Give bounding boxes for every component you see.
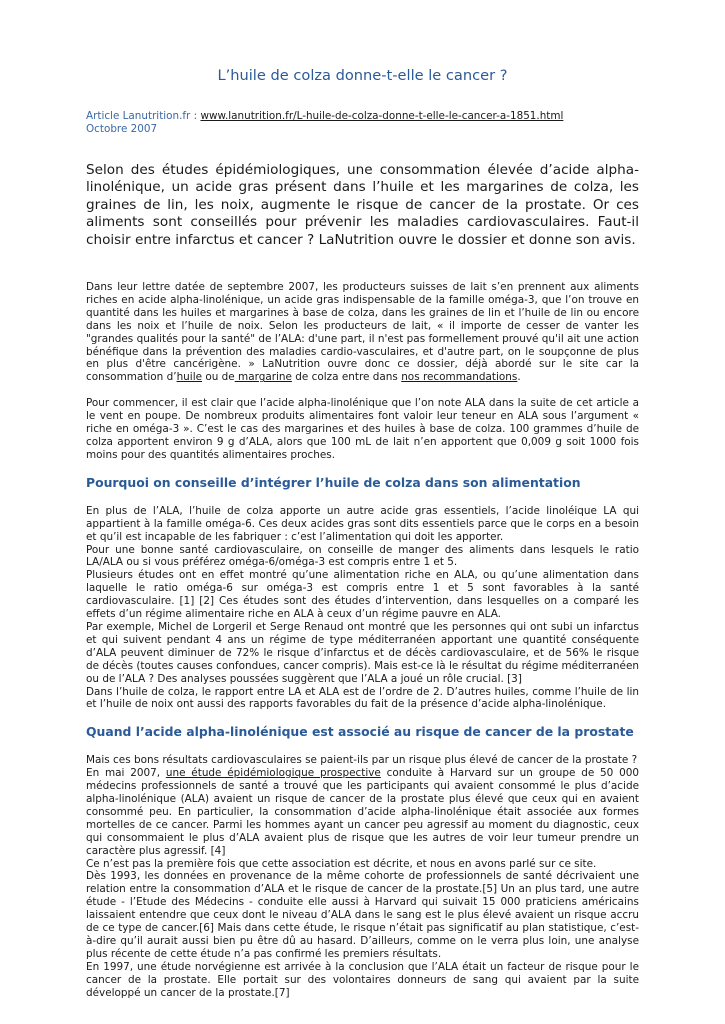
intro-text-c: de colza entre dans (291, 371, 402, 384)
recommandations-link[interactable]: nos recommandations (401, 371, 518, 384)
section1-p1: En plus de l’ALA, l’huile de colza apporte un autre acide gras essentiels, l’acide linoléique LA qui appartient à la famille oméga-6. Ces deux acides gras sont dits essentiels parce que le corps en a besoin et qu’il est incapable de les fabriquer : c’est l’alimentation qui doit les apporter. (86, 504, 639, 543)
huile-link[interactable]: huile (176, 371, 203, 384)
article-source (86, 110, 639, 136)
source-label: Article Lanutrition.fr : (86, 110, 201, 122)
section2-p2-a: En mai 2007, (86, 767, 166, 780)
spacer (86, 711, 639, 724)
section2-p2-b: conduite à Harvard sur un groupe de 50 000 médecins professionnels de santé a trouvé que les participants qui avaient consommé le plus d’acide alpha-linolénique (ALA) avaient un risque de cancer de la prostate plus élevé que ceux qui en avaient consommé peu. En particulier, la consommation d’acide alpha-linolénique était associée aux formes mortelles de ce cancer. Parmi les hommes ayant un cancer peu agressif au moment du diagnostic, ceux qui consommaient le plus d’ALA avaient plus de risque que les autres de voir leur tumeur prendre un caractère plus agressif. [4] (86, 767, 639, 857)
section2-p5: En 1997, une étude norvégienne est arrivée à la conclusion que l’ALA était un facteur de risque pour le cancer de la prostate. Elle portait sur des volontaires donneurs de sang qui avaient par la suite développé un cancer de la prostate.[7] (86, 960, 639, 999)
section2-p1: Mais ces bons résultats cardiovasculaires se paient-ils par un risque plus élevé de cancer de la prostate ? (86, 754, 638, 767)
section-heading-pourquoi: Pourquoi on conseille d’intégrer l’huile de colza dans son alimentation (86, 474, 581, 490)
section-heading-quand: Quand l’acide alpha-linolénique est associé au risque de cancer de la prostate (86, 724, 634, 740)
intro-text-a: Dans leur lettre datée de septembre 2007, les producteurs suisses de lait s’en prennent aux aliments riches en acide alpha-linolénique, un acide gras indispensable de la famille oméga-3, que l’on trouve en quantité dans les huiles et margarines à base de colza, dans les graines de lin et l’huile de lin ou encore dans les noix et l’huile de noix. Selon les producteurs de lait, « il importe de cesser de vanter les "grandes qualités pour la santé" de l’ALA: d'une part, il n'est pas formellement prouvé qu'il ait une action bénéfique dans la prévention des maladies cardio-vasculaires, et d'autre part, on le soupçonne de plus en plus d'être cancérigène. » LaNutrition ouvre donc ce dossier, déjà abordé sur le site car la consommation d’ (86, 281, 639, 384)
intro-text-d: . (517, 371, 521, 384)
document-title: L’huile de colza donne-t-elle le cancer ? (217, 67, 508, 84)
section1-p4: Par exemple, Michel de Lorgeril et Serge Renaud ont montré que les personnes qui ont subi un infarctus et qui suivent pendant 4 ans un régime de type méditerranéen apportant une quantité conséquente d’ALA peuvent diminuer de 72% le risque d’infarctus et de décès cardiovasculaire, et de 56% le risque de décès (toutes causes confondues, cancer compris). Mais est-ce là le résultat du régime méditerranéen ou de l’ALA ? Des analyses poussées suggèrent que l’ALA a joué un rôle crucial. [3] (86, 620, 639, 685)
lead-paragraph: Selon des études épidémiologiques, une consommation élevée d’acide alpha-linolénique, un acide gras présent dans l’huile et les margarines de colza, les graines de lin, les noix, augmente le risque de cancer de la prostate. Or ces aliments sont conseillés pour prévenir les maladies cardiovasculaires. Faut-il choisir entre infarctus et cancer ? LaNutrition ouvre le dossier et donne son avis. (86, 162, 639, 248)
section1-p5: Dans l’huile de colza, le rapport entre LA et ALA est de l’ordre de 2. D’autres huiles, comme l’huile de lin et l’huile de noix ont aussi des rapports favorables du fait de la présence d’acide alpha-linolénique. (86, 685, 639, 711)
margarine-link[interactable]: margarine (234, 371, 292, 384)
ala-paragraph: Pour commencer, il est clair que l’acide alpha-linolénique que l’on note ALA dans la suite de cet article a le vent en poupe. De nombreux produits alimentaires font valoir leur teneur en ALA sous l’argument « riche en oméga-3 ». C’est le cas des margarines et des huiles à base de colza. 100 grammes d’huile de colza apportent environ 9 g d’ALA, alors que 100 mL de lait n’en apportent que 0,009 g soit 1000 fois moins pour des quantités alimentaires proches. (86, 397, 639, 461)
intro-text-b: ou de (202, 371, 235, 384)
spacer (86, 462, 639, 475)
section2-p3: Ce n’est pas la première fois que cette association est décrite, et nous en avons parlé sur ce site. (86, 857, 597, 870)
source-url-link[interactable]: www.lanutrition.fr/L-huile-de-colza-donne-t-elle-le-cancer-a-1851.html (200, 110, 564, 122)
section1-p3: Plusieurs études ont en effet montré qu’une alimentation riche en ALA, ou qu’une alimentation dans laquelle le ratio oméga-6 sur oméga-3 est compris entre 1 et 5 sont favorables à la santé cardiovasculaire. [1] [2] Ces études sont des études d’intervention, dans lesquelles on a comparé les effets d’un régime alimentaire riche en ALA à ceux d’un régime pauvre en ALA. (86, 569, 639, 621)
source-line (86, 110, 639, 123)
intro-paragraph (86, 281, 639, 384)
section2-p2 (86, 767, 639, 857)
section1-p2: Pour une bonne santé cardiovasculaire, on conseille de manger des aliments dans lesquels le ratio LA/ALA ou si vous préférez oméga-6/oméga-3 est compris entre 1 et 5. (86, 543, 639, 569)
spacer (86, 384, 639, 397)
document-page (86, 66, 639, 1000)
etude-prospective-link[interactable]: une étude épidémiologique prospective (165, 767, 381, 780)
section2-p4: Dès 1993, les données en provenance de la même cohorte de professionnels de santé décrivaient une relation entre la consommation d’ALA et le risque de cancer de la prostate.[5] Un an plus tard, une autre étude - l’Etude des Médecins - conduite elle aussi à Harvard qui suivait 15 000 praticiens américains laissaient entendre que ceux dont le niveau d’ALA dans le sang est le plus élevé avaient un risque accru de ce type de cancer.[6] Mais dans cette étude, le risque n’était pas significatif au plan statistique, c’est-à-dire qu’il aurait aussi bien pu être dû au hasard. D’ailleurs, comme on le verra plus loin, une analyse plus récente de cette étude n’a pas confirmé les premiers résultats. (86, 870, 639, 960)
article-date: Octobre 2007 (86, 123, 158, 135)
